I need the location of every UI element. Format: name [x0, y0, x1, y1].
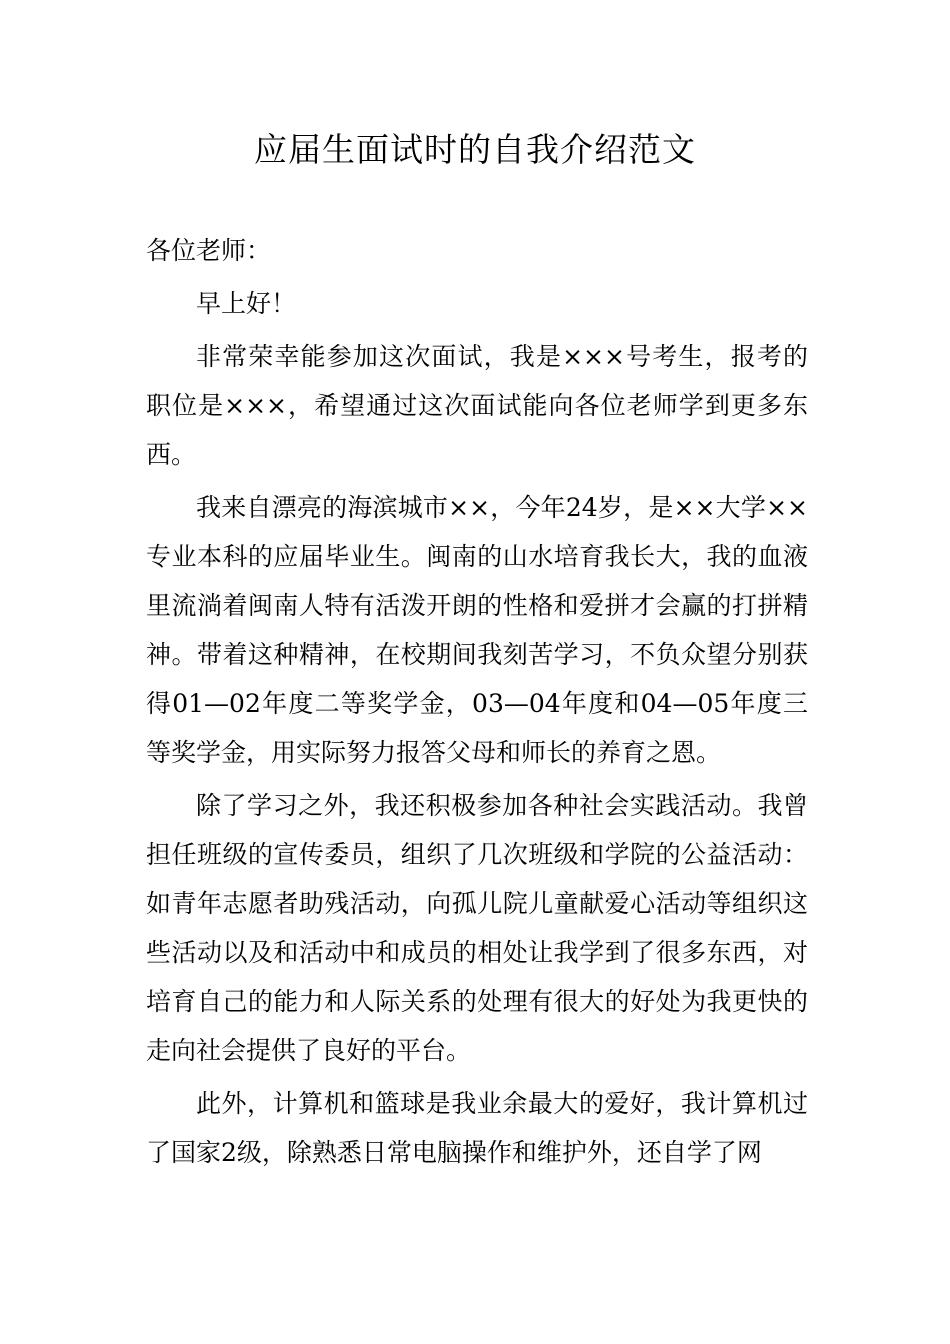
paragraph-hobbies: 此外，计算机和篮球是我业余最大的爱好，我计算机过了国家2级，除熟悉日常电脑操作和维护外，还自学了网	[146, 1089, 808, 1167]
document-title: 应届生面试时的自我介绍范文	[254, 130, 696, 169]
paragraph-greeting: 早上好！	[196, 289, 297, 318]
salutation: 各位老师：	[146, 236, 272, 265]
paragraph-background: 我来自漂亮的海滨城市××，今年24岁，是××大学××专业本科的应届毕业生。闽南的山水培育我长大，我的血液里流淌着闽南人特有活泼开朗的性格和爱拼才会赢的打拼精神。带着这种精神，在校期间我刻苦学习，不负众望分别获得01—02年度二等奖学金，03—04年度和04—05年度三等奖学金，用实际努力报答父母和师长的养育之恩。	[146, 493, 808, 767]
paragraph-intro: 非常荣幸能参加这次面试，我是×××号考生，报考的职位是×××，希望通过这次面试能向各位老师学到更多东西。	[146, 342, 808, 469]
document-body	[146, 226, 808, 1181]
paragraph-activities: 除了学习之外，我还积极参加各种社会实践活动。我曾担任班级的宣传委员，组织了几次班级和学院的公益活动：如青年志愿者助残活动，向孤儿院儿童献爱心活动等组织这些活动以及和活动中和成员的相处让我学到了很多东西，对培育自己的能力和人际关系的处理有很大的好处为我更快的走向社会提供了良好的平台。	[146, 791, 808, 1065]
